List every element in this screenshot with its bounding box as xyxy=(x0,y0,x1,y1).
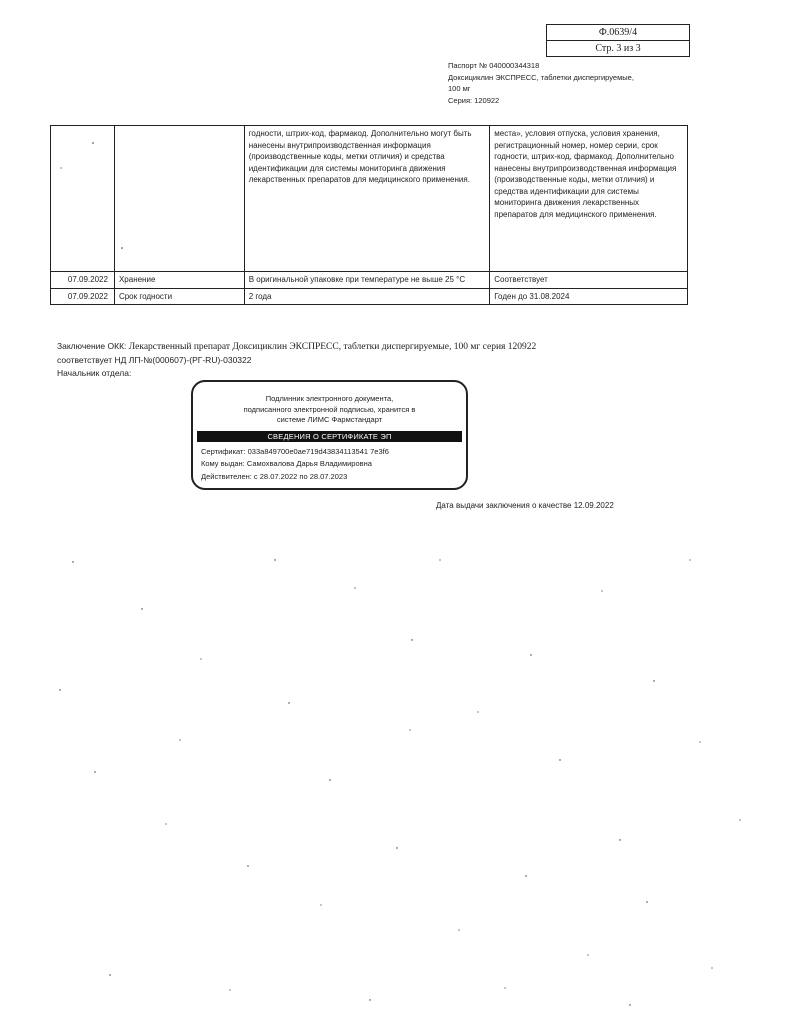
stamp-line: подписанного электронной подписью, хранится в xyxy=(243,404,416,414)
row-result: Годен до 31.08.2024 xyxy=(490,288,688,305)
row-result: Соответствует xyxy=(490,272,688,289)
department-head-label: Начальник отдела: xyxy=(57,368,132,378)
row-requirement: В оригинальной упаковке при температуре не выше 25 °C xyxy=(244,272,490,289)
product-name: Доксициклин ЭКСПРЕСС, таблетки диспергируемые, xyxy=(448,72,634,82)
certificate-id: Сертификат: 033a849700e0ae719d43834113541 7e3f6 xyxy=(201,446,389,456)
stamp-line: системе ЛИМС Фармстандарт xyxy=(276,415,383,424)
passport-number: Паспорт № 040000344318 xyxy=(448,61,540,70)
series-number: Серия: 120922 xyxy=(448,95,500,105)
product-dose: 100 мг xyxy=(448,84,471,93)
row-parameter: Хранение xyxy=(114,272,244,289)
row-requirement: 2 года xyxy=(244,288,490,305)
stamp-line: Подлинник электронного документа, xyxy=(265,394,394,403)
certificate-owner: Кому выдан: Самохвалова Дарья Владимировна xyxy=(201,459,372,468)
conclusion-label: Заключение ОКК: xyxy=(57,341,127,351)
form-code: Ф.0639/4 xyxy=(598,27,638,38)
row-date: 07.09.2022 xyxy=(51,288,115,305)
conclusion-text: Лекарственный препарат Доксициклин ЭКСПРЕСС, таблетки диспергируемые, 100 мг серия 120922 xyxy=(128,342,537,352)
certificate-validity: Действителен: с 28.07.2022 по 28.07.2023 xyxy=(201,471,348,481)
row-parameter: Срок годности xyxy=(114,288,244,305)
certificate-banner: СВЕДЕНИЯ О СЕРТИФИКАТЕ ЭП xyxy=(197,431,462,442)
conclusion-compliance: соответствует НД ЛП-№(000607)-(РГ-RU)-030322 xyxy=(57,355,252,365)
row-requirement: годности, штрих-код, фармакод. Дополнительно могут быть нанесены внутрипроизводственная информация (производственные коды, метки отличия) и средства идентификации для системы мониторинга движения лекарственных препаратов для медицинского применения. xyxy=(244,126,490,272)
row-result: места», условия отпуска, условия хранения, регистрационный номер, номер серии, срок годности, штрих-код, фармакод. Дополнительно нанесены внутрипроизводственная информация (производственные коды, метки отличия) и средства идентификации для системы мониторинга движения лекарственных препаратов для медицинского применения. xyxy=(490,126,688,272)
row-date: 07.09.2022 xyxy=(51,272,115,289)
issue-date: Дата выдачи заключения о качестве 12.09.2022 xyxy=(436,501,614,510)
page-number: Стр. 3 из 3 xyxy=(547,40,689,56)
